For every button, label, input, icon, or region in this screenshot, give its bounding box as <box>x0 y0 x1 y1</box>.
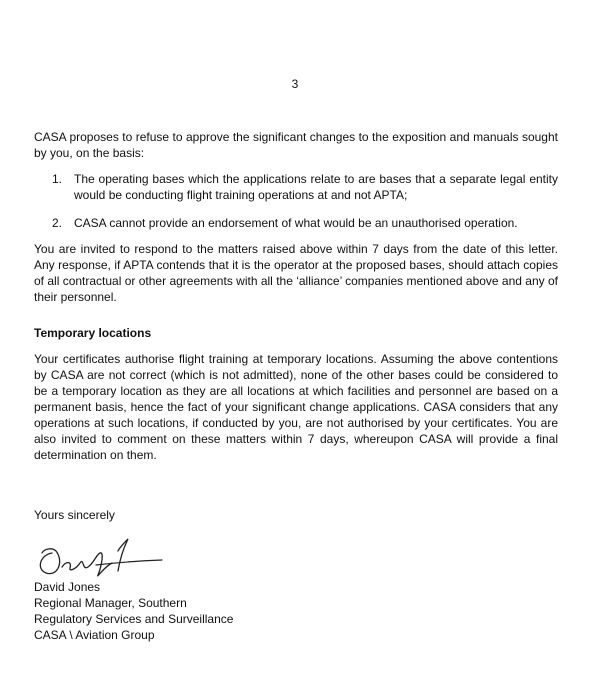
list-item-number: 1. <box>52 172 63 186</box>
handwritten-signature <box>34 531 164 581</box>
temporary-locations-heading: Temporary locations <box>34 326 152 340</box>
letter-body <box>34 129 558 643</box>
temporary-locations-paragraph: Your certificates authorise flight training at temporary locations. Assuming the above contentions by CASA are not correct (which is not admitted), none of the other bases could be considered to be a temporary location as they are all locations at which facilities and personnel are based on a permanent basis, hence the fact of your significant change applications. CASA considers that any operations at such locations, if conducted by you, are not authorised by your certificates. You are also invited to comment on these matters within 7 days, whereupon CASA will provide a final determination on them. <box>34 352 558 462</box>
signatory-division: Regulatory Services and Surveillance <box>34 612 234 626</box>
closing-salutation: Yours sincerely <box>34 508 115 522</box>
signatory-name: David Jones <box>34 580 101 594</box>
list-item <box>34 171 558 203</box>
intro-paragraph: CASA proposes to refuse to approve the significant changes to the exposition and manuals sought by you, on the basis: <box>34 130 558 160</box>
list-item-text: The operating bases which the applications relate to are bases that a separate legal entity would be conducting flight training operations at and not APTA; <box>74 172 558 202</box>
basis-list <box>34 171 558 231</box>
signatory-title: Regional Manager, Southern <box>34 596 187 610</box>
respond-paragraph: You are invited to respond to the matters raised above within 7 days from the date of this letter. Any response, if APTA contends that it is the operator at the proposed bases, should attach copies of all contractual or other agreements with all the ‘alliance’ companies mentioned above and any of their personnel. <box>34 242 558 304</box>
list-item <box>34 215 558 231</box>
list-item-number: 2. <box>52 216 63 230</box>
list-item-text: CASA cannot provide an endorsement of what would be an unauthorised operation. <box>74 216 518 230</box>
signature-block <box>34 579 558 643</box>
page-number: 3 <box>291 77 299 91</box>
signatory-group: CASA \ Aviation Group <box>34 628 155 642</box>
